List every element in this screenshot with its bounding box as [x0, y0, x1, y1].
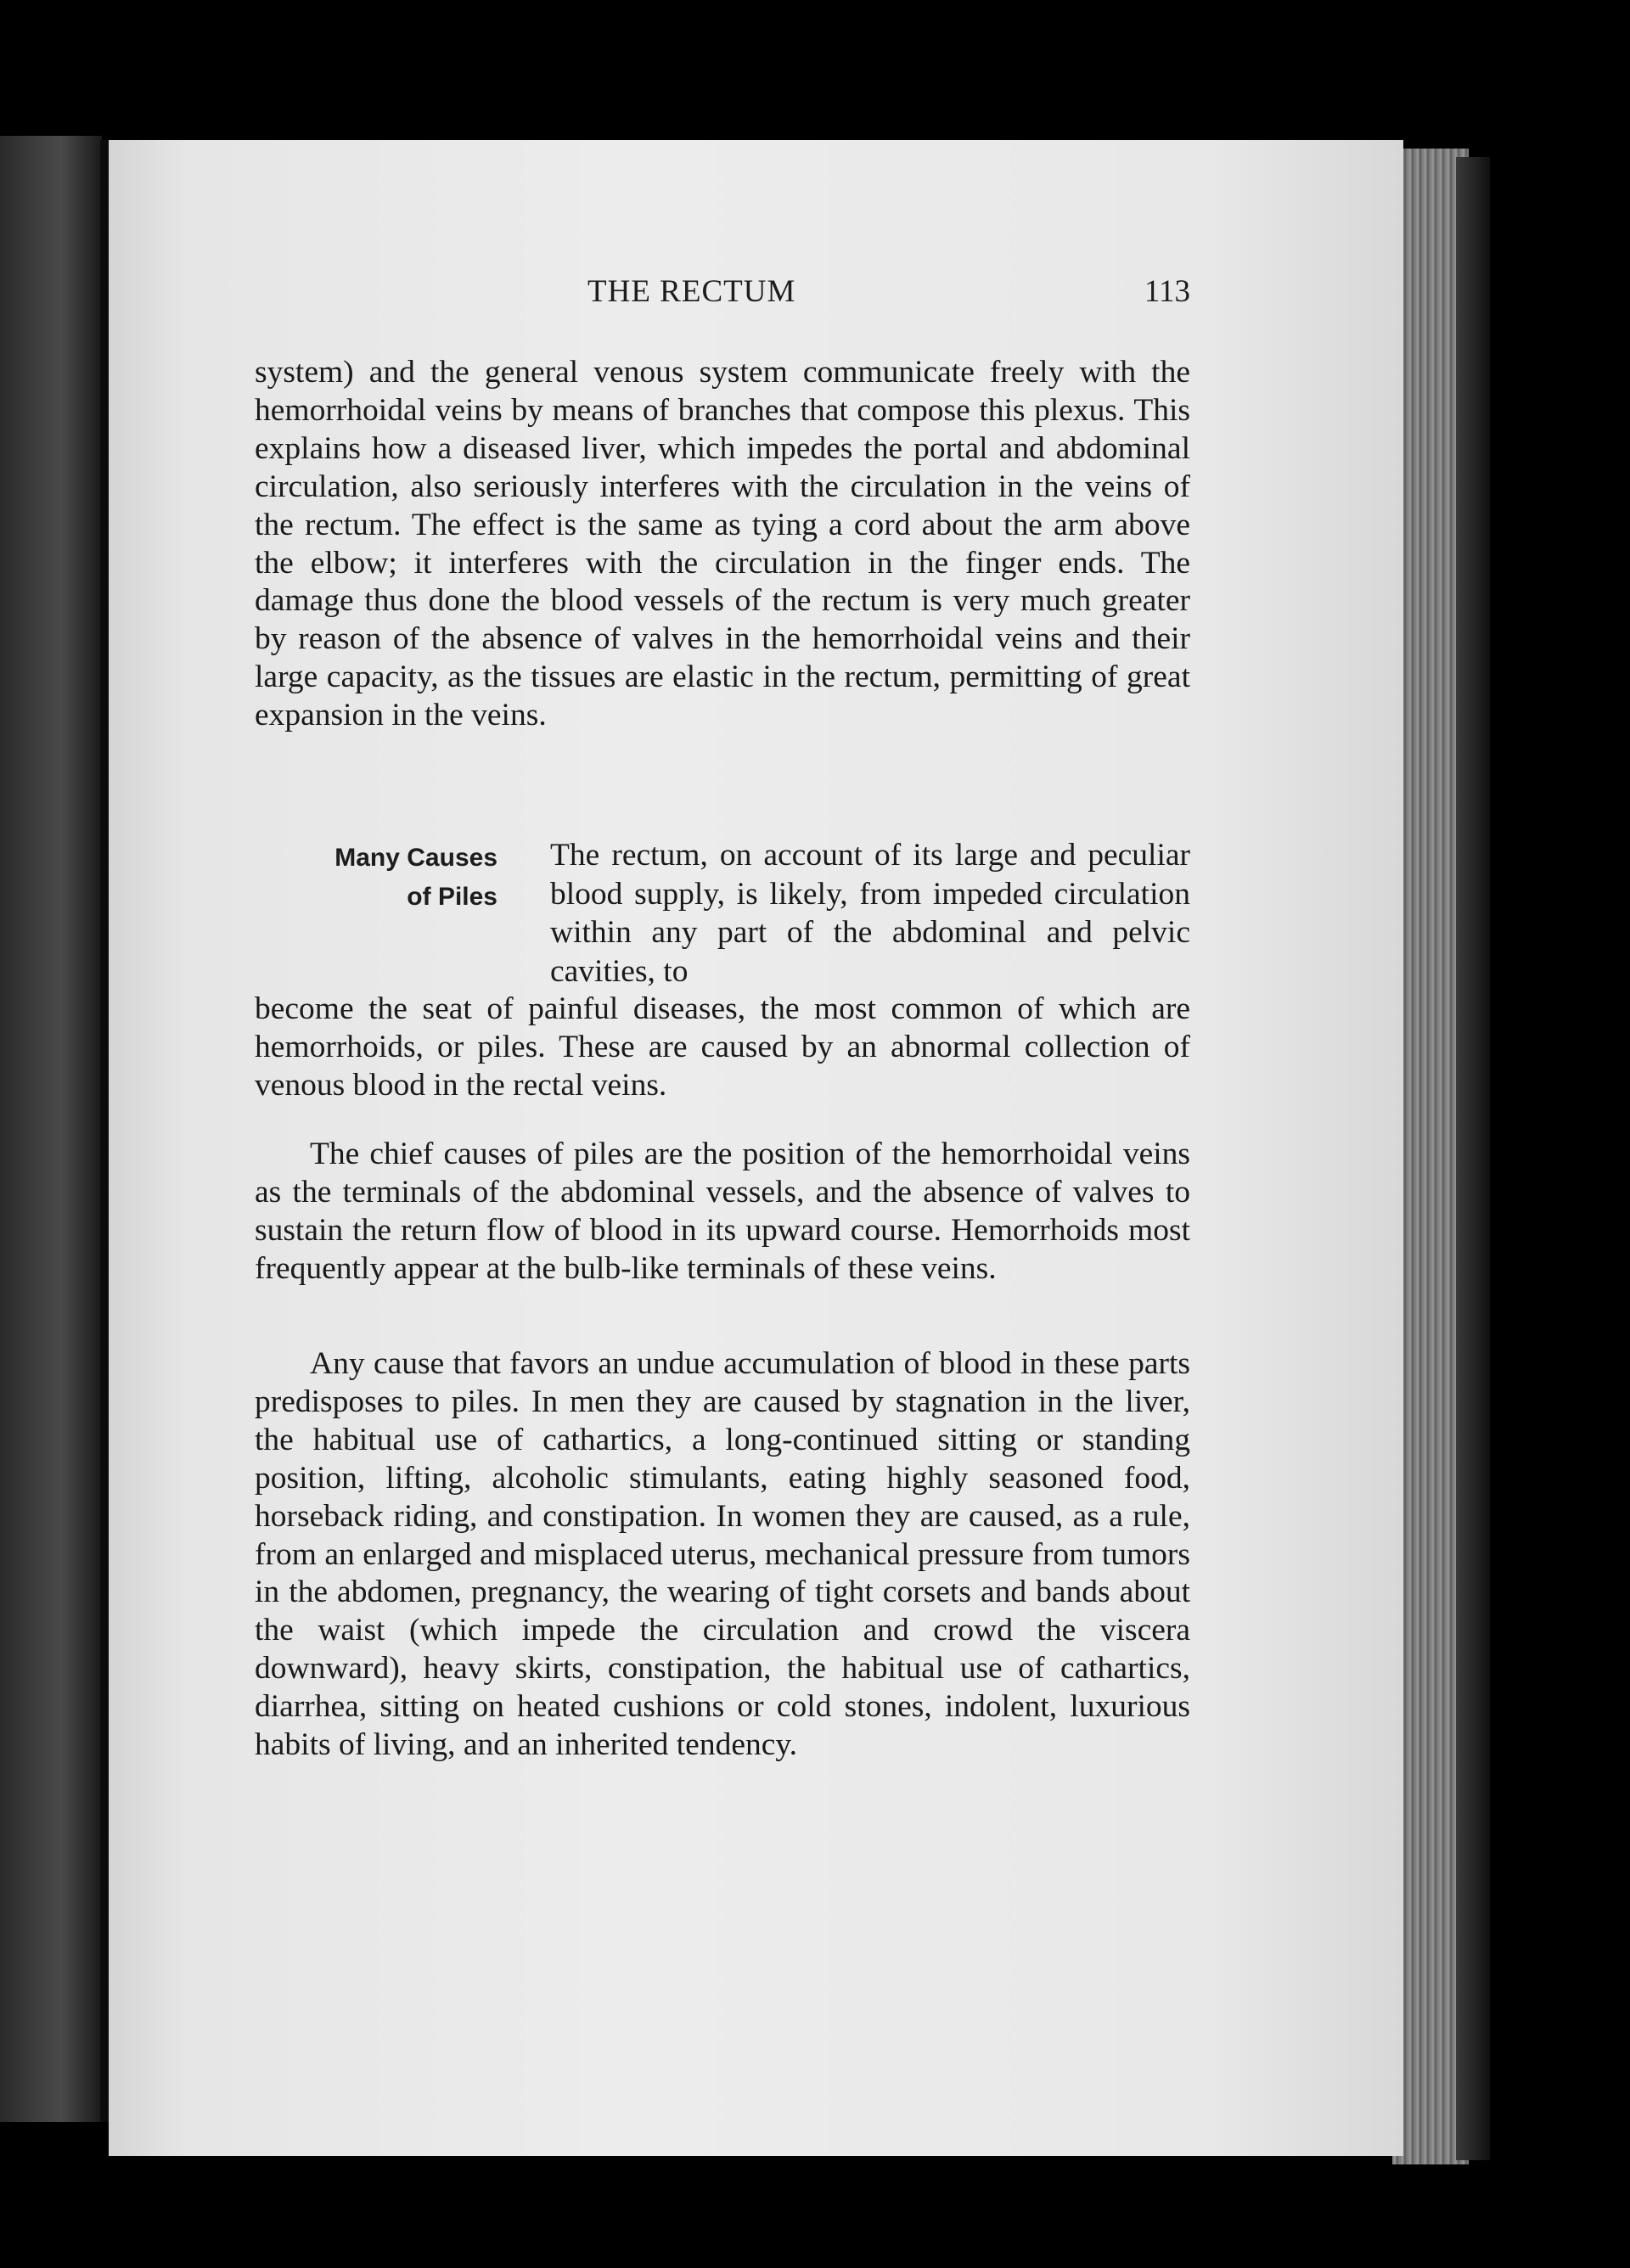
side-note-body	[550, 836, 1190, 991]
paragraph-2-side: The rectum, on account of its large and peculiar blood supply, is likely, from impeded circulation within any part of the abdominal and pelvic cavities, to	[550, 838, 1190, 989]
running-title: THE RECTUM	[587, 274, 796, 309]
left-facing-page	[0, 136, 102, 2122]
page-number: 113	[1144, 274, 1190, 309]
book-cover-edge	[1456, 157, 1490, 2160]
paragraph-4: Any cause that favors an undue accumulation of blood in these parts predisposes to piles. In men they are caused by stagnation in the liver, the habitual use of cathartics, a long-continued sitting or standing position, lifting, alcoholic stimulants, eating highly seasoned food, horseback riding, and constipation. In women they are caused, as a rule, from an enlarged and misplaced uterus, mechanical pressure from tumors in the abdomen, pregnancy, the wearing of tight corsets and bands about the waist (which impede the circulation and crowd the viscera downward), heavy skirts, constipation, the habitual use of cathartics, diarrhea, sitting on heated cushions or cold stones, indolent, luxurious habits of living, and an inherited tendency.	[255, 1346, 1190, 1763]
side-note-line-1: Many Causes	[334, 844, 497, 872]
paragraph-4-block	[255, 1345, 1190, 1765]
page-header	[255, 273, 1190, 324]
paragraph-1: system) and the general venous system communicate freely with the hemorrhoidal veins by means of branches that compose this plexus. This explains how a diseased liver, which impedes the portal and abdominal circulation, also seriously interferes with the circulation in the veins of the rectum. The effect is the same as tying a cord about the arm above the elbow; it interferes with the circulation in the finger ends. The damage thus done the blood vessels of the rectum is very much greater by reason of the absence of valves in the hemorrhoidal veins and their large capacity, as the tissues are elastic in the rectum, permitting of great expansion in the veins.	[255, 355, 1190, 733]
margin-side-note	[255, 839, 501, 917]
paragraph-continued	[255, 354, 1190, 735]
paragraph-2-continuation	[255, 991, 1190, 1105]
paragraph-3-block	[255, 1136, 1190, 1288]
paragraph-2-full: become the seat of painful diseases, the most common of which are hemorrhoids, or piles. These are caused by an abnormal collection of venous blood in the rectal veins.	[255, 991, 1190, 1103]
side-note-line-2: of Piles	[407, 883, 497, 911]
paragraph-3: The chief causes of piles are the position of the hemorrhoidal veins as the terminals of the abdominal vessels, and the absence of valves to sustain the return flow of blood in its upward course. Hemorrhoids most frequently appear at the bulb-like terminals of these veins.	[255, 1137, 1190, 1286]
